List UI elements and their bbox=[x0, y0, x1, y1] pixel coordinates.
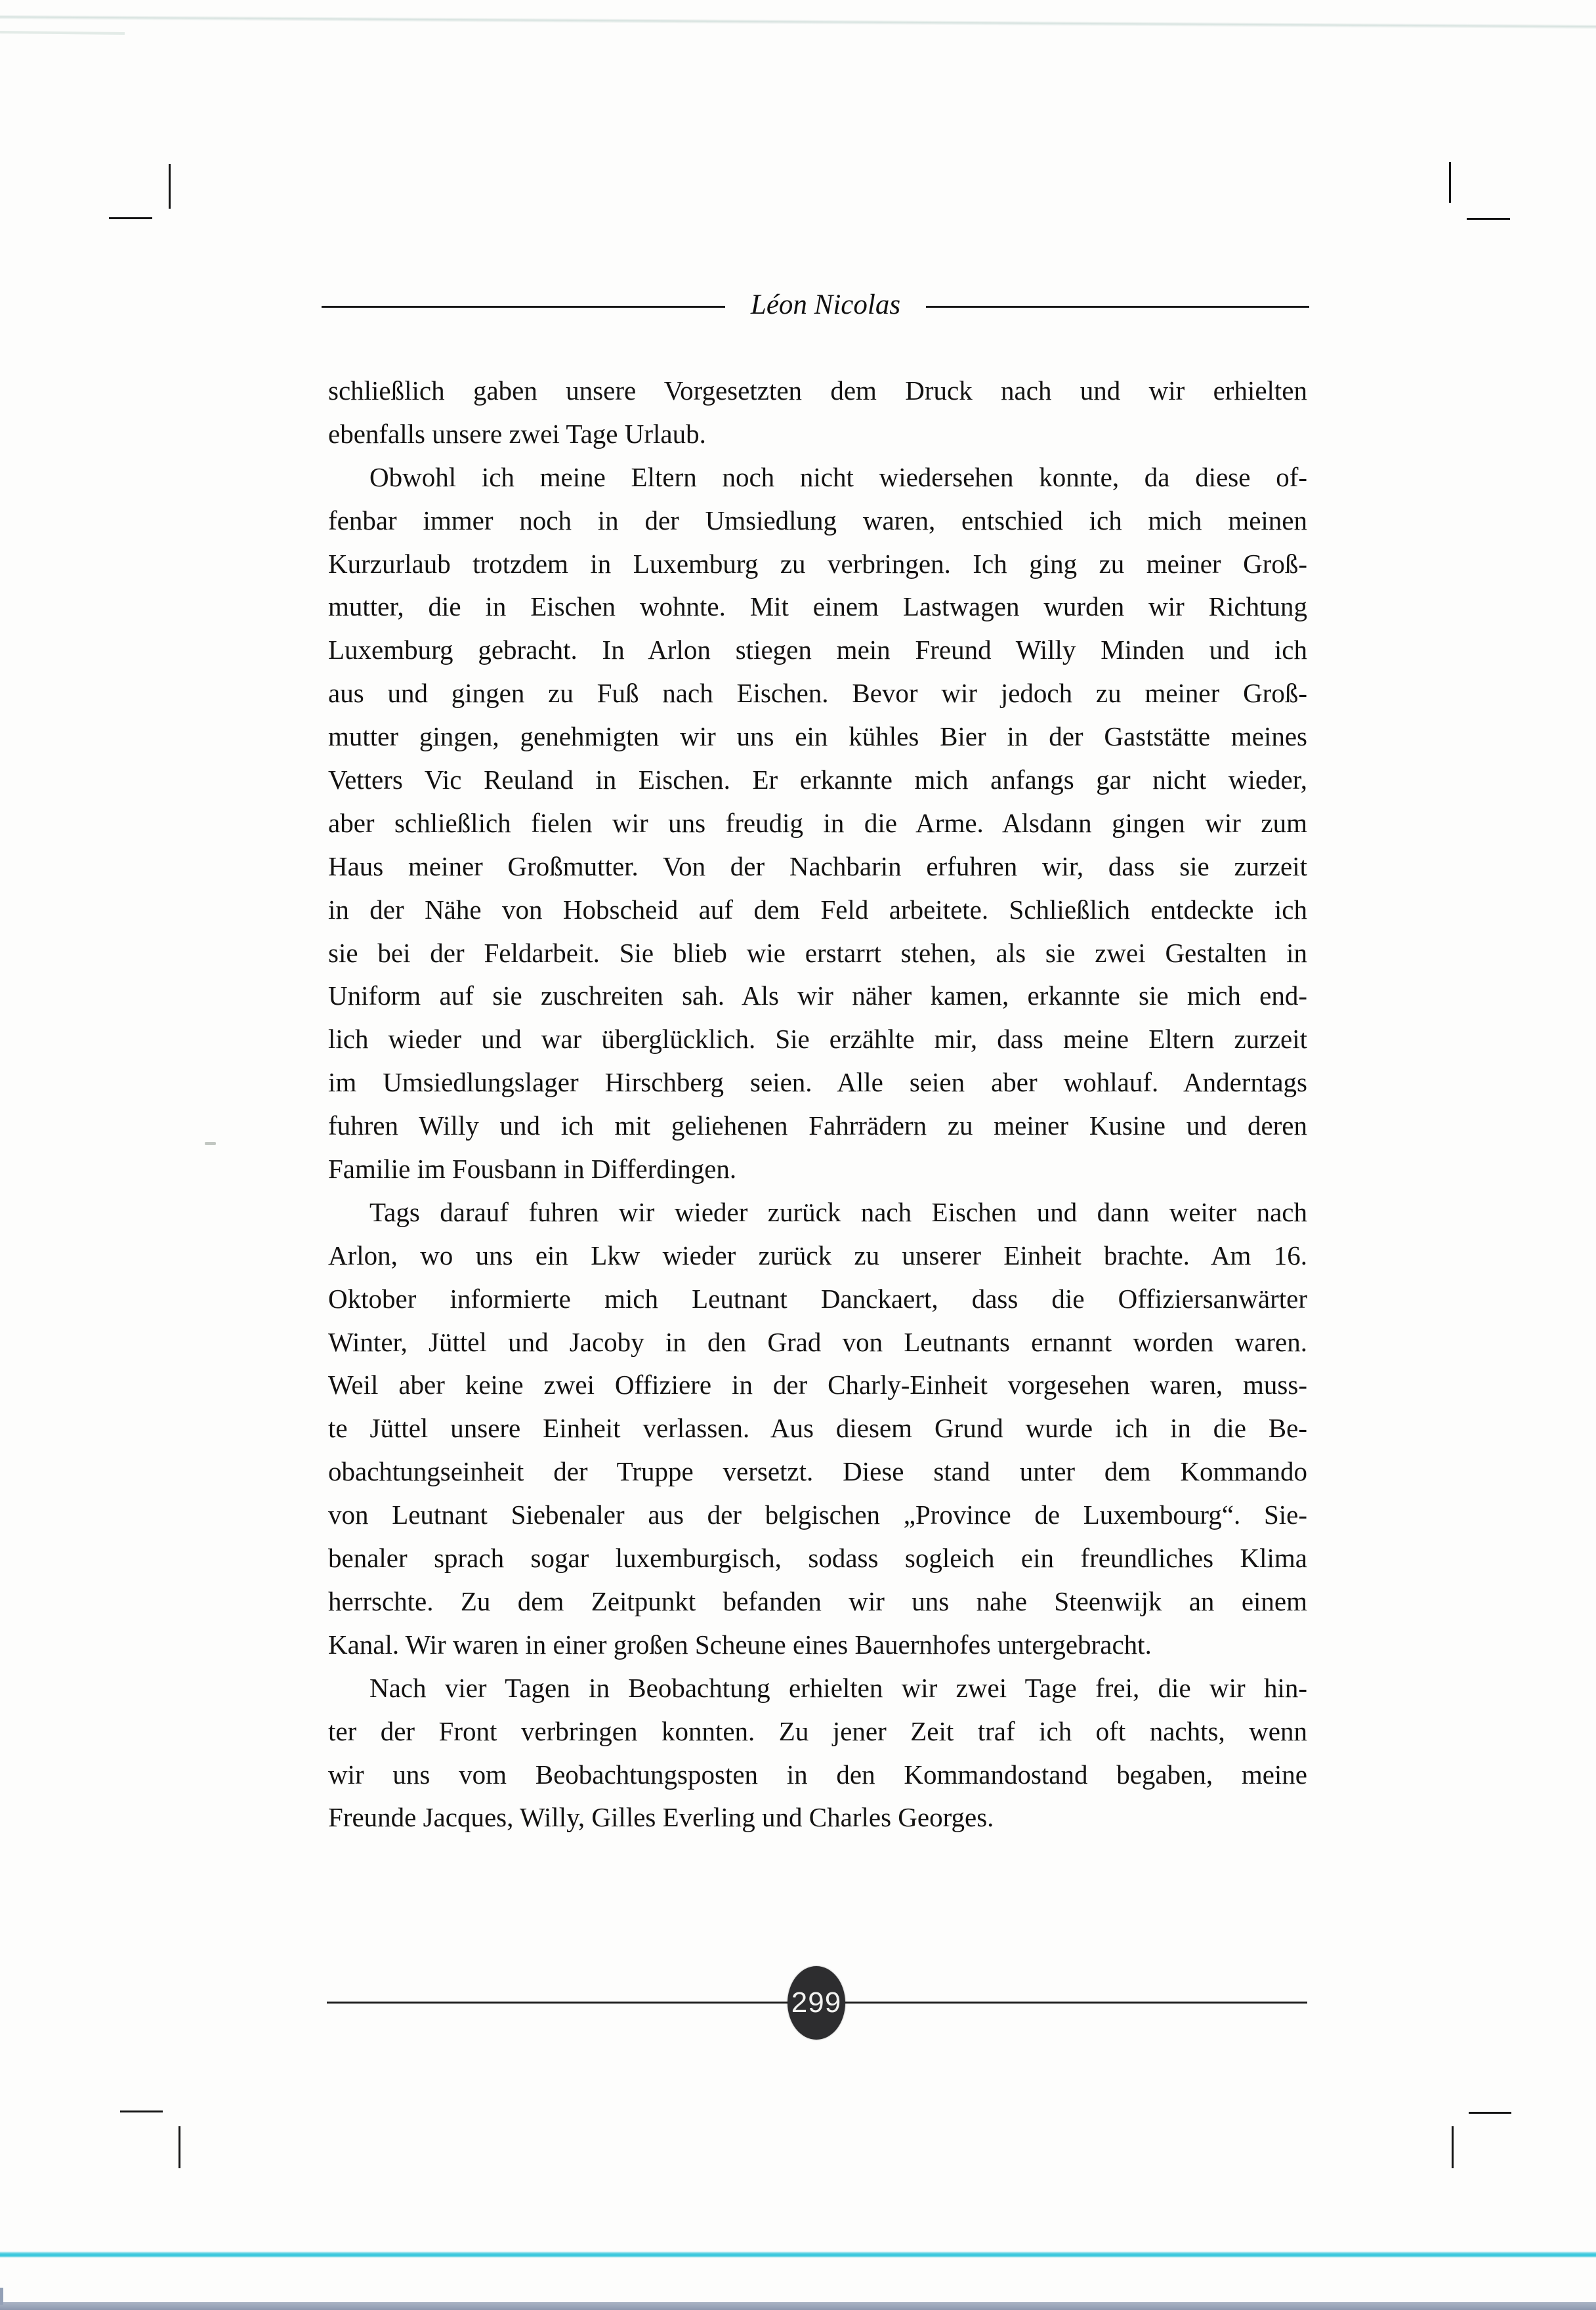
text-line: mutter, die in Eischen wohnte. Mit einem Lastwagen wurden wir Richtung bbox=[328, 591, 1307, 622]
text-line: Tags darauf fuhren wir wieder zurück nach Eischen und dann weiter nach bbox=[369, 1196, 1307, 1227]
text-line: wir uns vom Beobachtungsposten in den Kommandostand begaben, meine bbox=[328, 1759, 1307, 1790]
text-line: aus und gingen zu Fuß nach Eischen. Bevor wir jedoch zu meiner Groß- bbox=[328, 678, 1307, 709]
page-number: 299 bbox=[791, 1986, 842, 2019]
text-line: mutter gingen, genehmigten wir uns ein kühles Bier in der Gaststätte meines bbox=[328, 721, 1307, 752]
page-header-title: Léon Nicolas bbox=[750, 289, 901, 320]
crop-mark-bottom-left-horizontal bbox=[120, 2110, 163, 2112]
scan-artifact-cyan-line bbox=[0, 2252, 1596, 2258]
scan-artifact-margin-speck bbox=[205, 1142, 216, 1145]
header-rule-left bbox=[322, 306, 725, 308]
crop-mark-bottom-right-vertical bbox=[1452, 2126, 1454, 2168]
text-line: te Jüttel unsere Einheit verlassen. Aus diesem Grund wurde ich in die Be- bbox=[328, 1413, 1307, 1444]
text-line: im Umsiedlungslager Hirschberg seien. Alle seien aber wohlauf. Anderntags bbox=[328, 1067, 1307, 1098]
text-line: sie bei der Feldarbeit. Sie blieb wie erstarrt stehen, als sie zwei Gestalten in bbox=[328, 937, 1307, 968]
text-line: fenbar immer noch in der Umsiedlung waren, entschied ich mich meinen bbox=[328, 505, 1307, 536]
page-number-badge bbox=[788, 1966, 845, 2040]
text-line: Arlon, wo uns ein Lkw wieder zurück zu unserer Einheit brachte. Am 16. bbox=[328, 1240, 1307, 1270]
text-line: Oktober informierte mich Leutnant Danckaert, dass die Offiziersanwärter bbox=[328, 1283, 1307, 1314]
text-line: Vetters Vic Reuland in Eischen. Er erkannte mich anfangs gar nicht wieder, bbox=[328, 765, 1307, 795]
text-line: benaler sprach sogar luxemburgisch, sodass sogleich ein freundliches Klima bbox=[328, 1543, 1307, 1574]
text-line: Luxemburg gebracht. In Arlon stiegen mein Freund Willy Minden und ich bbox=[328, 635, 1307, 665]
text-line: lich wieder und war überglücklich. Sie erzählte mir, dass meine Eltern zurzeit bbox=[328, 1024, 1307, 1055]
header-rule-right bbox=[926, 306, 1309, 308]
text-line: in der Nähe von Hobscheid auf dem Feld arbeitete. Schließlich entdeckte ich bbox=[328, 894, 1307, 925]
text-line: aber schließlich fielen wir uns freudig in die Arme. Alsdann gingen wir zum bbox=[328, 807, 1307, 838]
text-line: herrschte. Zu dem Zeitpunkt befanden wir uns nahe Steenwijk an einem bbox=[328, 1586, 1307, 1616]
text-line: Familie im Fousbann in Differdingen. bbox=[328, 1154, 737, 1185]
text-line: fuhren Willy und ich mit geliehenen Fahrrädern zu meiner Kusine und deren bbox=[328, 1110, 1307, 1141]
text-line: Haus meiner Großmutter. Von der Nachbarin erfuhren wir, dass sie zurzeit bbox=[328, 850, 1307, 881]
text-line: von Leutnant Siebenaler aus der belgischen „Province de Luxembourg“. Sie- bbox=[328, 1500, 1307, 1530]
scan-artifact-top-line bbox=[0, 14, 1596, 29]
text-line: Weil aber keine zwei Offiziere in der Charly-Einheit vorgesehen waren, muss- bbox=[328, 1370, 1307, 1400]
crop-mark-top-right-horizontal bbox=[1467, 218, 1510, 220]
crop-mark-top-left-horizontal bbox=[109, 217, 152, 219]
text-line: obachtungseinheit der Truppe versetzt. Diese stand unter dem Kommando bbox=[328, 1456, 1307, 1487]
crop-mark-bottom-right-horizontal bbox=[1469, 2112, 1511, 2114]
crop-mark-bottom-left-vertical bbox=[178, 2126, 180, 2168]
text-line: Nach vier Tagen in Beobachtung erhielten wir zwei Tage frei, die wir hin- bbox=[369, 1672, 1307, 1703]
scan-artifact-bottom-edge bbox=[0, 2302, 1596, 2310]
text-line: schließlich gaben unsere Vorgesetzten dem Druck nach und wir erhielten bbox=[328, 375, 1307, 406]
body-text bbox=[328, 369, 1307, 1839]
scan-artifact-left-edge-tick bbox=[0, 2288, 3, 2305]
text-line: Obwohl ich meine Eltern noch nicht wiedersehen konnte, da diese of- bbox=[369, 461, 1307, 492]
text-line: ter der Front verbringen konnten. Zu jener Zeit traf ich oft nachts, wenn bbox=[328, 1715, 1307, 1746]
text-line: ebenfalls unsere zwei Tage Urlaub. bbox=[328, 418, 706, 449]
text-line: Winter, Jüttel und Jacoby in den Grad von Leutnants ernannt worden waren. bbox=[328, 1326, 1307, 1357]
text-line: Freunde Jacques, Willy, Gilles Everling und Charles Georges. bbox=[328, 1802, 994, 1833]
text-line: Kanal. Wir waren in einer großen Scheune eines Bauernhofes untergebracht. bbox=[328, 1629, 1152, 1660]
crop-mark-top-left-vertical bbox=[169, 164, 171, 209]
text-line: Kurzurlaub trotzdem in Luxemburg zu verbringen. Ich ging zu meiner Groß- bbox=[328, 548, 1307, 579]
text-line: Uniform auf sie zuschreiten sah. Als wir näher kamen, erkannte sie mich end- bbox=[328, 980, 1307, 1011]
scan-artifact-top-line-left bbox=[0, 31, 125, 35]
crop-mark-top-right-vertical bbox=[1449, 162, 1451, 203]
